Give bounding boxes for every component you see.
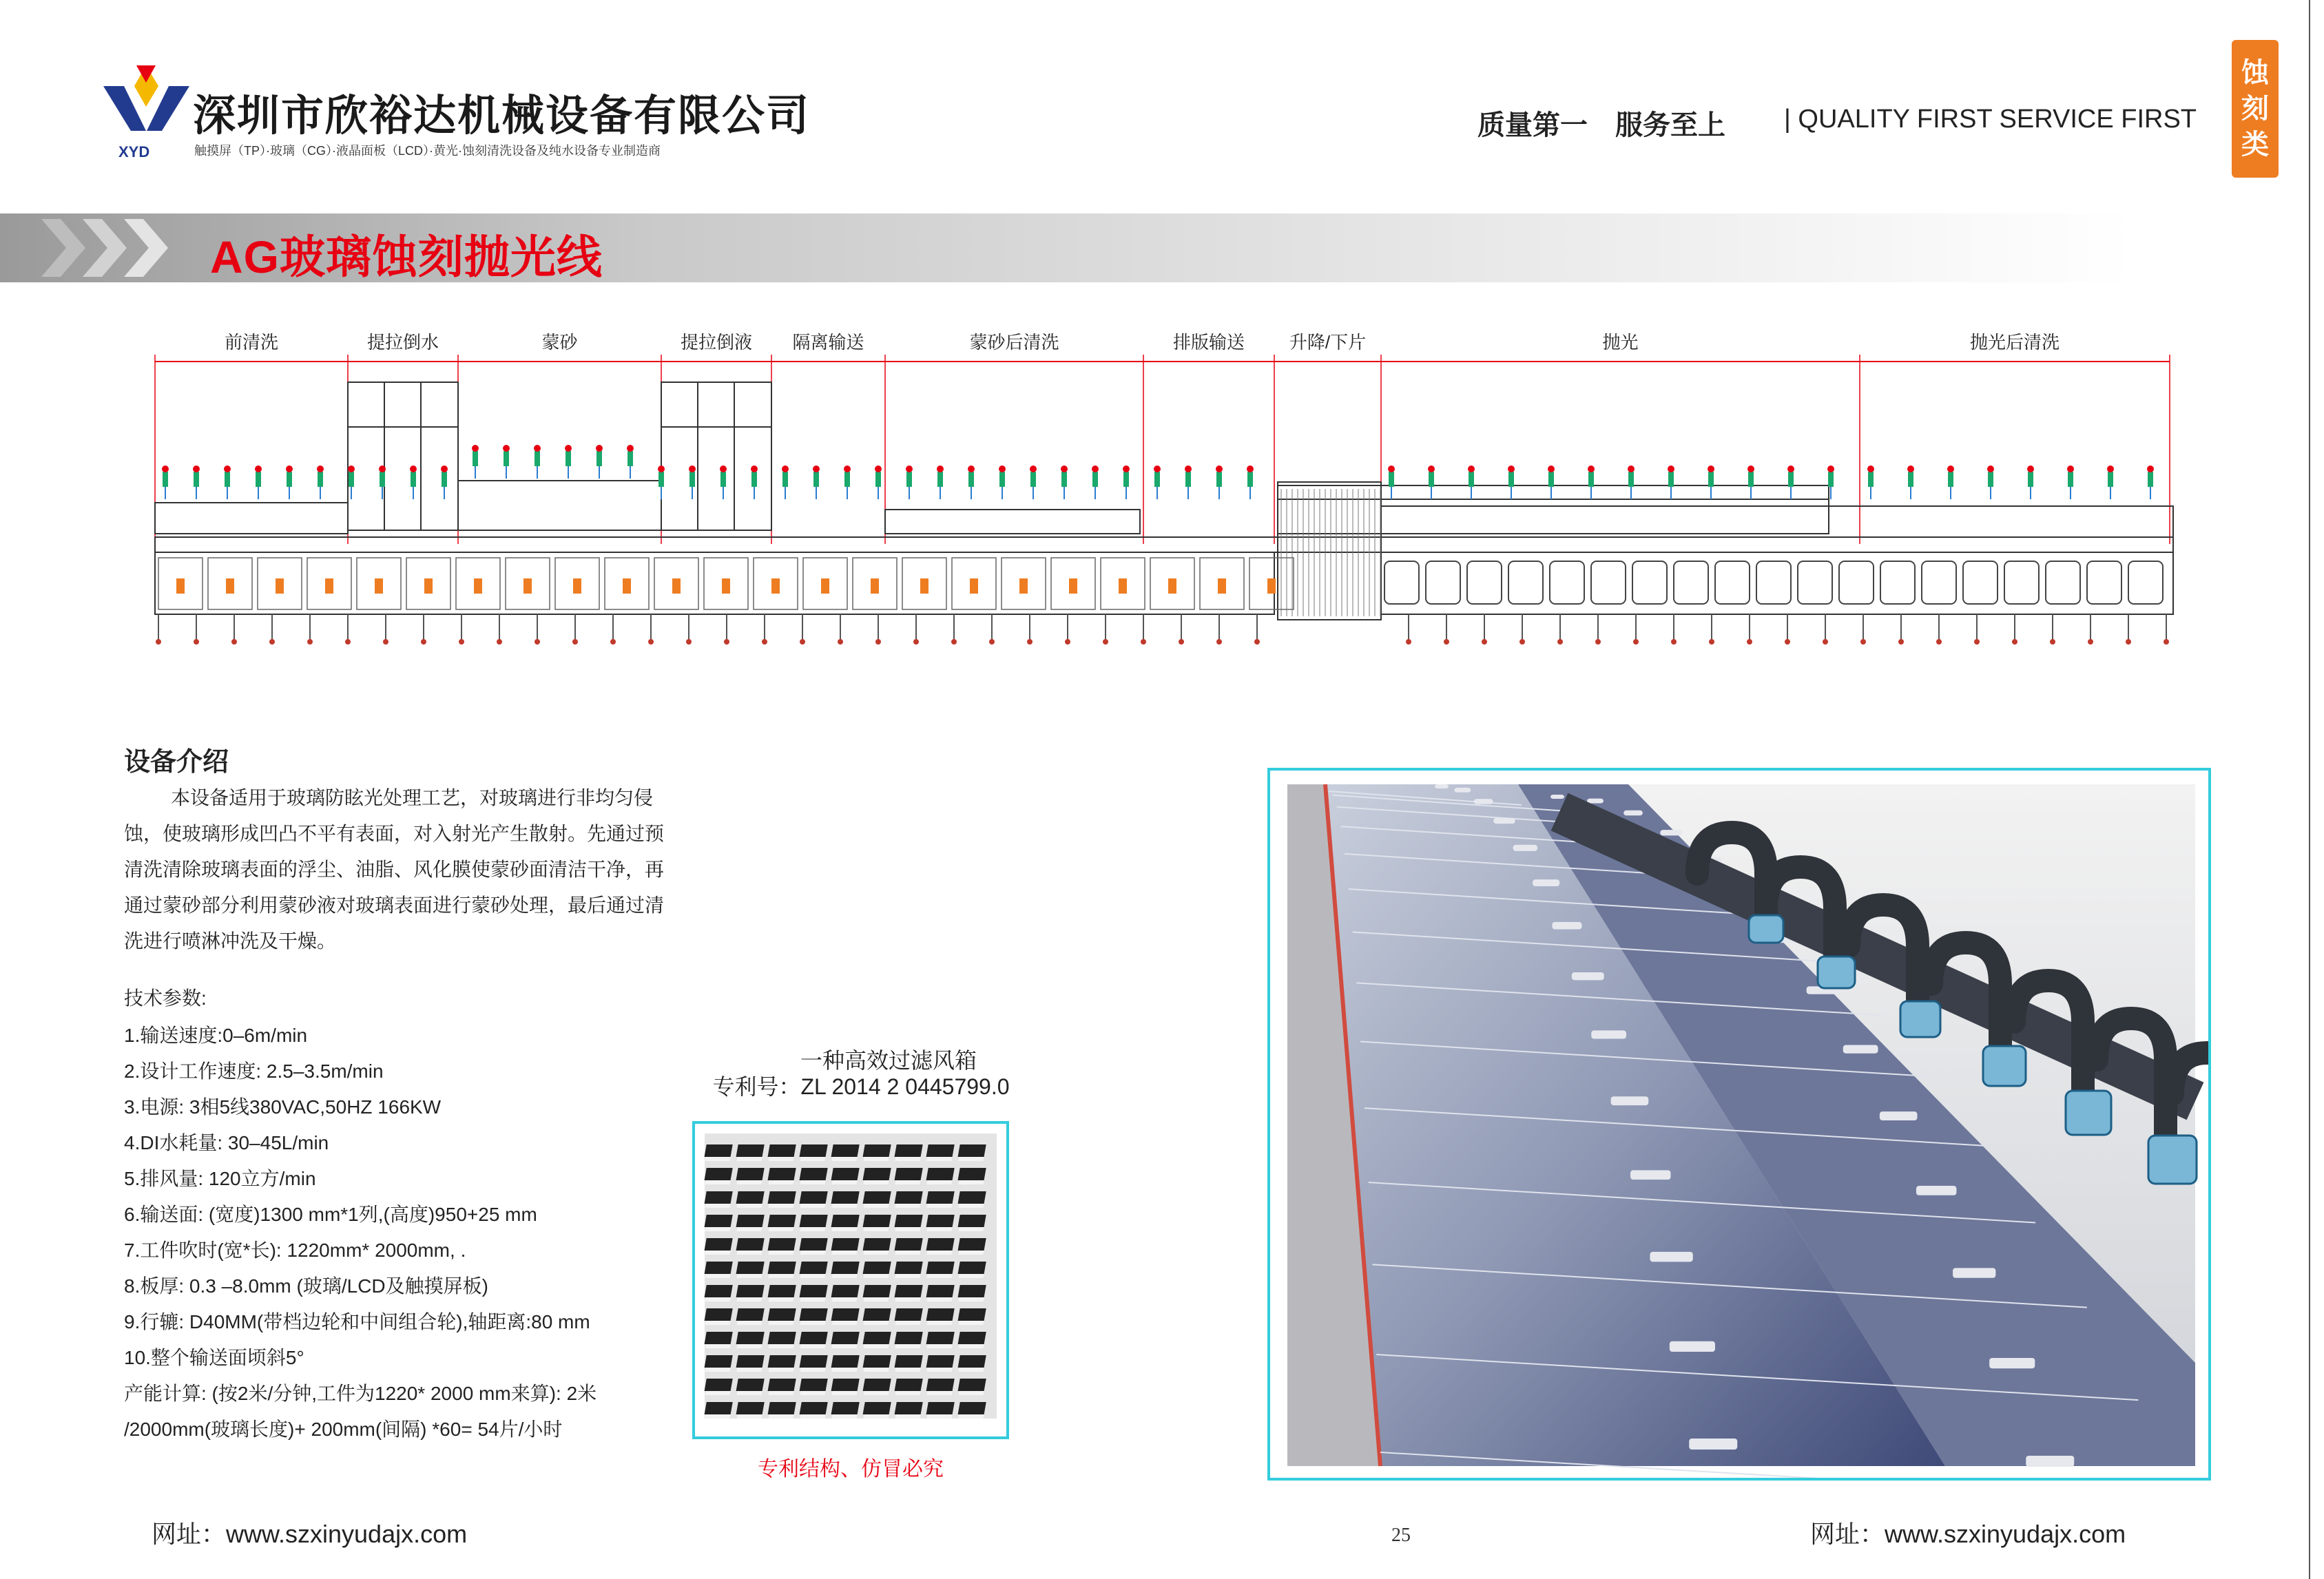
chevron-right-icon (83, 219, 127, 277)
param-item: 3.电源: 3相5线380VAC,50HZ 166KW (124, 1096, 442, 1118)
website-right[interactable]: 网址：www.szxinyudajx.com (1810, 1520, 2126, 1548)
category-tag-char: 蚀 (2241, 58, 2269, 88)
production-line-diagram (145, 324, 2177, 654)
param-item: 1.输送速度:0–6m/min (124, 1025, 308, 1046)
params-title: 技术参数: (124, 987, 207, 1009)
section-label: 蒙砂后清洗 (969, 332, 1059, 353)
section-label: 抛光后清洗 (1969, 332, 2060, 353)
param-item: 8.板厚: 0.3 –8.0mm (玻璃/LCD及触摸屏板) (124, 1275, 488, 1297)
machine-photo (1270, 771, 2208, 1478)
param-item: 6.输送面: (宽度)1300 mm*1列,(高度)950+25 mm (124, 1204, 537, 1225)
param-item: 7.工件吹时(宽*长): 1220mm* 2000mm, . (124, 1240, 466, 1261)
section-label: 前清洗 (224, 332, 279, 353)
section-label: 排版输送 (1172, 332, 1245, 353)
intro-paragraph: 本设备适用于玻璃防眩光处理工艺，对玻璃进行非均匀侵蚀，使玻璃形成凹凸不平有表面，对入射光产生散射。先通过预清洗清除玻璃表面的浮尘、油脂、风化膜使蒙砂面清洁干净，再通过蒙砂部分利用蒙砂液对玻璃表面进行蒙砂处理，最后通过清洗进行喷淋冲洗及干燥。 (124, 787, 665, 952)
filter-grille-image (695, 1124, 1006, 1436)
intro-title: 设备介绍 (124, 748, 229, 777)
param-item: 5.排风量: 120立方/min (124, 1168, 316, 1189)
chevron-right-icon (41, 219, 85, 277)
section-label: 提拉倒水 (366, 332, 439, 353)
category-tag-char: 类 (2241, 129, 2269, 160)
company-logo-icon (103, 65, 189, 141)
logo-text: XYD (118, 143, 150, 160)
param-item: /2000mm(玻璃长度)+ 200mm(间隔) *60= 54片/小时 (124, 1419, 563, 1440)
machine-photo-frame (1267, 768, 2211, 1481)
chevron-right-icon (124, 219, 168, 277)
param-item: 10.整个输送面顷斜5° (124, 1347, 304, 1368)
category-tag (2232, 40, 2279, 178)
slogan-en: | QUALITY FIRST SERVICE FIRST (1784, 105, 2197, 134)
param-item: 9.行辘: D40MM(带档边轮和中间组合轮),轴距离:80 mm (124, 1311, 590, 1332)
page-number: 25 (1391, 1525, 1411, 1546)
slogan-cn: 质量第一 服务至上 (1477, 110, 1725, 140)
section-label: 升降/下片 (1289, 332, 1367, 353)
section-label: 隔离输送 (792, 332, 864, 353)
company-subline: 触摸屏（TP）·玻璃（CG）·液晶面板（LCD）·黄光·蚀刻清洗设备及纯水设备专业制造商 (194, 144, 661, 158)
param-item: 2.设计工作速度: 2.5–3.5m/min (124, 1060, 384, 1082)
patent-image-frame (692, 1121, 1009, 1439)
category-tag-char: 刻 (2241, 94, 2269, 124)
page-edge-line (2309, 0, 2310, 1579)
section-label: 抛光 (1602, 332, 1639, 353)
section-label: 提拉倒液 (680, 332, 753, 353)
param-item: 产能计算: (按2米/分钟,工件为1220* 2000 mm来算): 2米 (124, 1383, 597, 1404)
website-left[interactable]: 网址：www.szxinyudajx.com (152, 1520, 468, 1548)
param-item: 4.DI水耗量: 30–45L/min (124, 1132, 329, 1153)
patent-name: 一种高效过滤风箱 (800, 1048, 977, 1073)
patent-note: 专利结构、仿冒必究 (758, 1458, 944, 1481)
patent-number: 专利号：ZL 2014 2 0445799.0 (712, 1074, 1010, 1099)
company-name: 深圳市欣裕达机械设备有限公司 (193, 92, 811, 140)
page-title: AG玻璃蚀刻抛光线 (210, 231, 603, 282)
section-label: 蒙砂 (541, 332, 578, 353)
